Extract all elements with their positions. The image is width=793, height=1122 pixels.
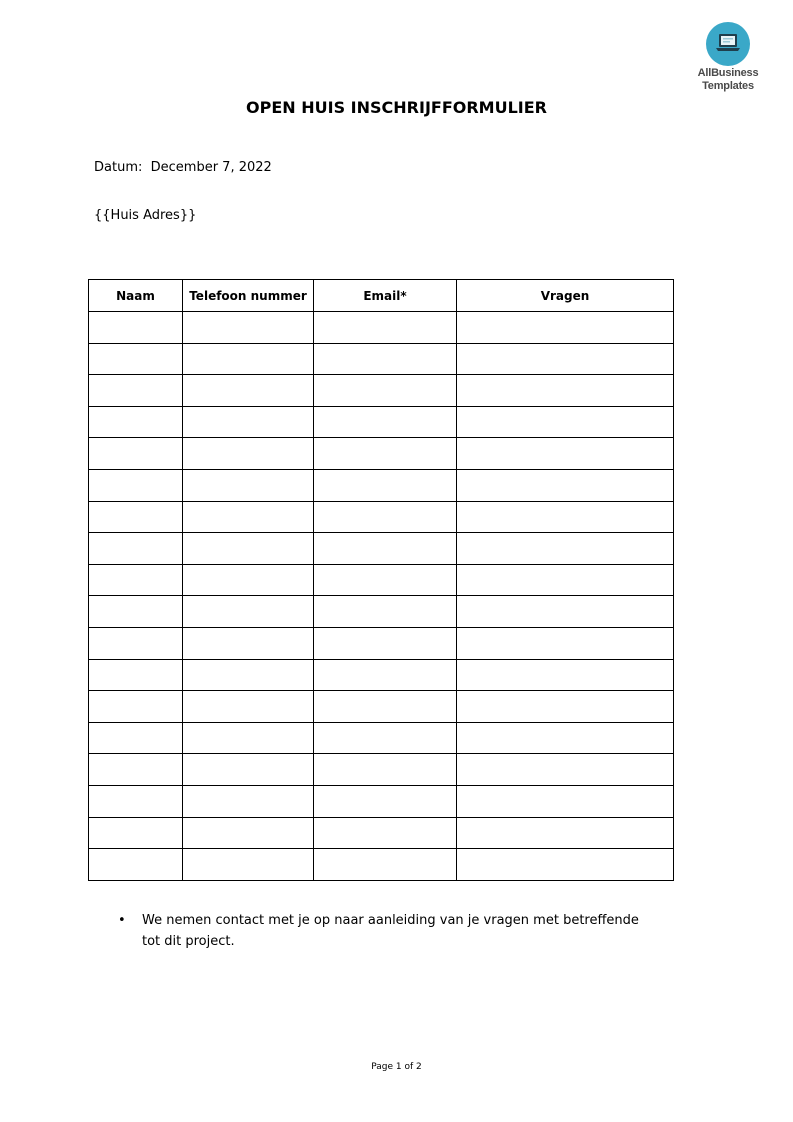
laptop-icon [714,31,742,57]
table-cell-vragen[interactable] [457,754,674,786]
table-cell-vragen[interactable] [457,343,674,375]
table-cell-vragen[interactable] [457,501,674,533]
table-cell-telefoon[interactable] [183,375,314,407]
table-cell-vragen[interactable] [457,627,674,659]
logo-badge [706,22,750,66]
table-cell-naam[interactable] [89,343,183,375]
logo-text [690,67,766,93]
column-header-telefoon: Telefoon nummer [183,280,314,312]
table-cell-naam[interactable] [89,659,183,691]
table-row [89,533,674,565]
table-row [89,343,674,375]
table-cell-vragen[interactable] [457,659,674,691]
table-cell-telefoon[interactable] [183,817,314,849]
table-cell-naam[interactable] [89,785,183,817]
table-cell-telefoon[interactable] [183,438,314,470]
brand-logo [690,22,766,93]
column-header-vragen: Vragen [457,280,674,312]
table-cell-telefoon[interactable] [183,691,314,723]
table-cell-vragen[interactable] [457,533,674,565]
table-cell-vragen[interactable] [457,817,674,849]
table-cell-email[interactable] [314,564,457,596]
column-header-email: Email* [314,280,457,312]
table-cell-vragen[interactable] [457,375,674,407]
table-cell-telefoon[interactable] [183,596,314,628]
table-row [89,785,674,817]
logo-text-line2: Templates [702,80,754,92]
table-row [89,501,674,533]
page-title: OPEN HUIS INSCHRIJFFORMULIER [246,98,547,117]
table-cell-vragen[interactable] [457,849,674,881]
table-cell-email[interactable] [314,627,457,659]
table-cell-email[interactable] [314,691,457,723]
table-cell-naam[interactable] [89,406,183,438]
table-row [89,722,674,754]
table-row [89,312,674,344]
table-cell-telefoon[interactable] [183,785,314,817]
table-row [89,406,674,438]
table-cell-naam[interactable] [89,375,183,407]
table-cell-telefoon[interactable] [183,722,314,754]
table-cell-email[interactable] [314,533,457,565]
column-header-naam: Naam [89,280,183,312]
signup-table [88,279,674,881]
table-cell-telefoon[interactable] [183,849,314,881]
table-cell-naam[interactable] [89,469,183,501]
table-cell-vragen[interactable] [457,564,674,596]
table-cell-vragen[interactable] [457,596,674,628]
table-row [89,754,674,786]
table-cell-telefoon[interactable] [183,627,314,659]
table-cell-telefoon[interactable] [183,533,314,565]
bullet-icon: • [118,913,126,928]
table-cell-vragen[interactable] [457,469,674,501]
table-body [89,312,674,881]
table-cell-naam[interactable] [89,438,183,470]
table-cell-naam[interactable] [89,754,183,786]
table-header-row [89,280,674,312]
table-cell-naam[interactable] [89,312,183,344]
table-cell-email[interactable] [314,406,457,438]
table-cell-vragen[interactable] [457,722,674,754]
table-cell-email[interactable] [314,469,457,501]
table-cell-naam[interactable] [89,533,183,565]
page-footer: Page 1 of 2 [371,1062,422,1072]
table-cell-telefoon[interactable] [183,564,314,596]
table-cell-email[interactable] [314,596,457,628]
note-text: We nemen contact met je op naar aanleiding van je vragen met betreffende tot dit project. [142,913,639,949]
table-cell-email[interactable] [314,375,457,407]
table-cell-vragen[interactable] [457,785,674,817]
table-row [89,564,674,596]
table-cell-email[interactable] [314,659,457,691]
table-row [89,375,674,407]
table-cell-telefoon[interactable] [183,312,314,344]
table-row [89,817,674,849]
table-cell-naam[interactable] [89,627,183,659]
table-cell-naam[interactable] [89,501,183,533]
table-cell-naam[interactable] [89,596,183,628]
table-cell-naam[interactable] [89,849,183,881]
table-cell-telefoon[interactable] [183,343,314,375]
table-cell-email[interactable] [314,343,457,375]
table-cell-email[interactable] [314,754,457,786]
table-cell-telefoon[interactable] [183,659,314,691]
date-label: Datum: [94,160,143,175]
table-cell-naam[interactable] [89,564,183,596]
table-row [89,596,674,628]
table-cell-email[interactable] [314,817,457,849]
table-cell-telefoon[interactable] [183,469,314,501]
table-cell-telefoon[interactable] [183,754,314,786]
table-cell-email[interactable] [314,312,457,344]
table-cell-vragen[interactable] [457,691,674,723]
table-cell-email[interactable] [314,438,457,470]
table-cell-telefoon[interactable] [183,406,314,438]
table-cell-vragen[interactable] [457,438,674,470]
table-cell-naam[interactable] [89,722,183,754]
table-cell-telefoon[interactable] [183,501,314,533]
table-row [89,659,674,691]
table-row [89,691,674,723]
table-cell-email[interactable] [314,785,457,817]
table-cell-vragen[interactable] [457,406,674,438]
date-line [94,160,272,175]
table-cell-naam[interactable] [89,817,183,849]
table-cell-email[interactable] [314,849,457,881]
table-row [89,627,674,659]
table-row [89,438,674,470]
date-value: December 7, 2022 [150,160,272,175]
table-cell-naam[interactable] [89,691,183,723]
table-row [89,469,674,501]
logo-text-line1: AllBusiness [697,67,759,79]
table-cell-email[interactable] [314,722,457,754]
address-placeholder: {{Huis Adres}} [94,208,197,223]
table-cell-vragen[interactable] [457,312,674,344]
table-cell-email[interactable] [314,501,457,533]
table-row [89,849,674,881]
